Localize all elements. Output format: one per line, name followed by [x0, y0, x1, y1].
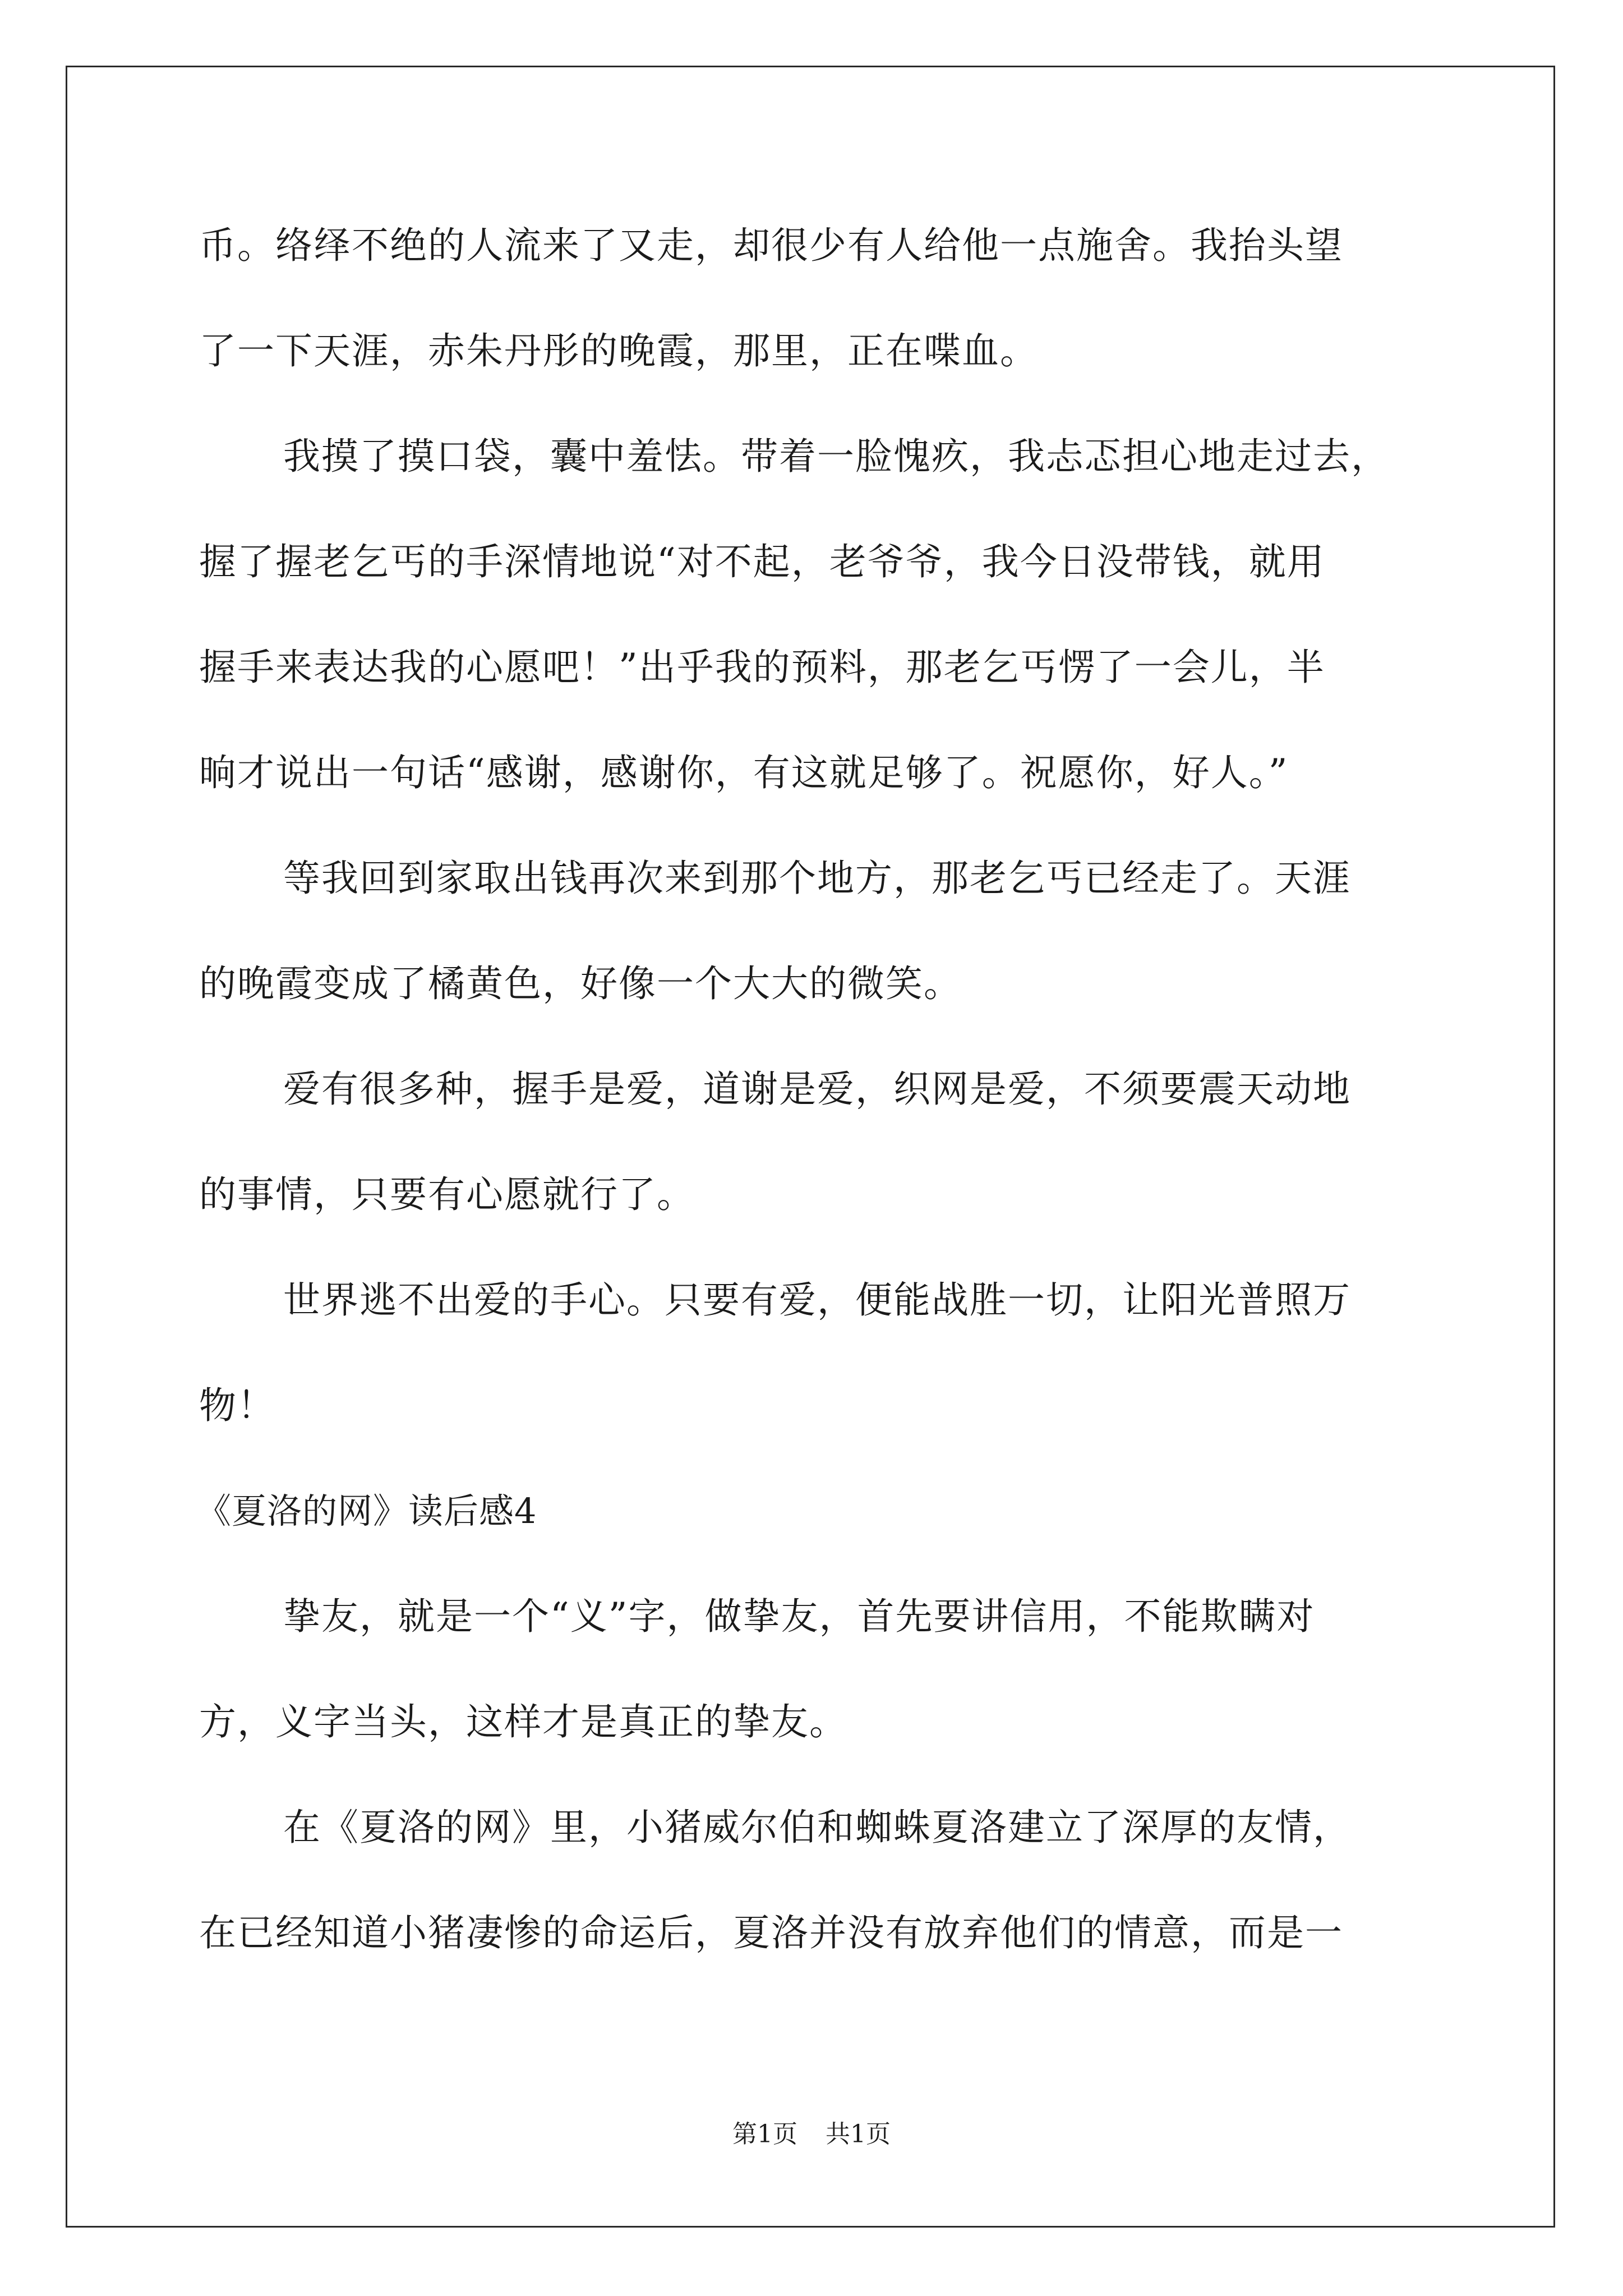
paragraph-line: 等我回到家取出钱再次来到那个地方，那老乞丐已经走了。天涯 [283, 857, 1351, 900]
page-footer [0, 2118, 1623, 2151]
paragraph-line: 的晚霞变成了橘黄色，好像一个大大的微笑。 [199, 962, 962, 1005]
paragraph-line: 了一下天涯，赤朱丹彤的晚霞，那里，正在喋血。 [199, 329, 1038, 372]
page-border [66, 66, 1555, 2228]
page-number-current: 第1页 [732, 2120, 797, 2148]
paragraph-line: 在《夏洛的网》里，小猪威尔伯和蜘蛛夏洛建立了深厚的友情， [283, 1806, 1351, 1849]
paragraph-line: 在已经知道小猪凄惨的命运后，夏洛并没有放弃他们的情意，而是一 [199, 1911, 1343, 1954]
paragraph-line: 挚友，就是一个“义”字，做挚友，首先要讲信用，不能欺瞒对 [283, 1595, 1315, 1638]
paragraph-line: 晌才说出一句话“感谢，感谢你，有这就足够了。祝愿你，好人。” [199, 751, 1289, 794]
paragraph-line: 握手来表达我的心愿吧！”出乎我的预料，那老乞丐愣了一会儿，半 [199, 646, 1325, 689]
paragraph-line: 握了握老乞丐的手深情地说“对不起，老爷爷，我今日没带钱，就用 [199, 540, 1325, 583]
section-heading: 《夏洛的网》读后感4 [196, 1490, 537, 1531]
page-number-total: 共1页 [826, 2120, 891, 2148]
paragraph-line: 我摸了摸口袋，囊中羞怯。带着一脸愧疚，我忐忑担心地走过去， [283, 435, 1389, 478]
paragraph-line: 的事情，只要有心愿就行了。 [199, 1173, 695, 1216]
paragraph-line: 爱有很多种，握手是爱，道谢是爱，织网是爱，不须要震天动地 [283, 1068, 1351, 1111]
paragraph-line: 币。络绎不绝的人流来了又走，却很少有人给他一点施舍。我抬头望 [199, 224, 1343, 267]
paragraph-line: 物！ [199, 1384, 275, 1427]
paragraph-line: 世界逃不出爱的手心。只要有爱，便能战胜一切，让阳光普照万 [283, 1278, 1351, 1322]
paragraph-line: 方，义字当头，这样才是真正的挚友。 [199, 1700, 847, 1743]
